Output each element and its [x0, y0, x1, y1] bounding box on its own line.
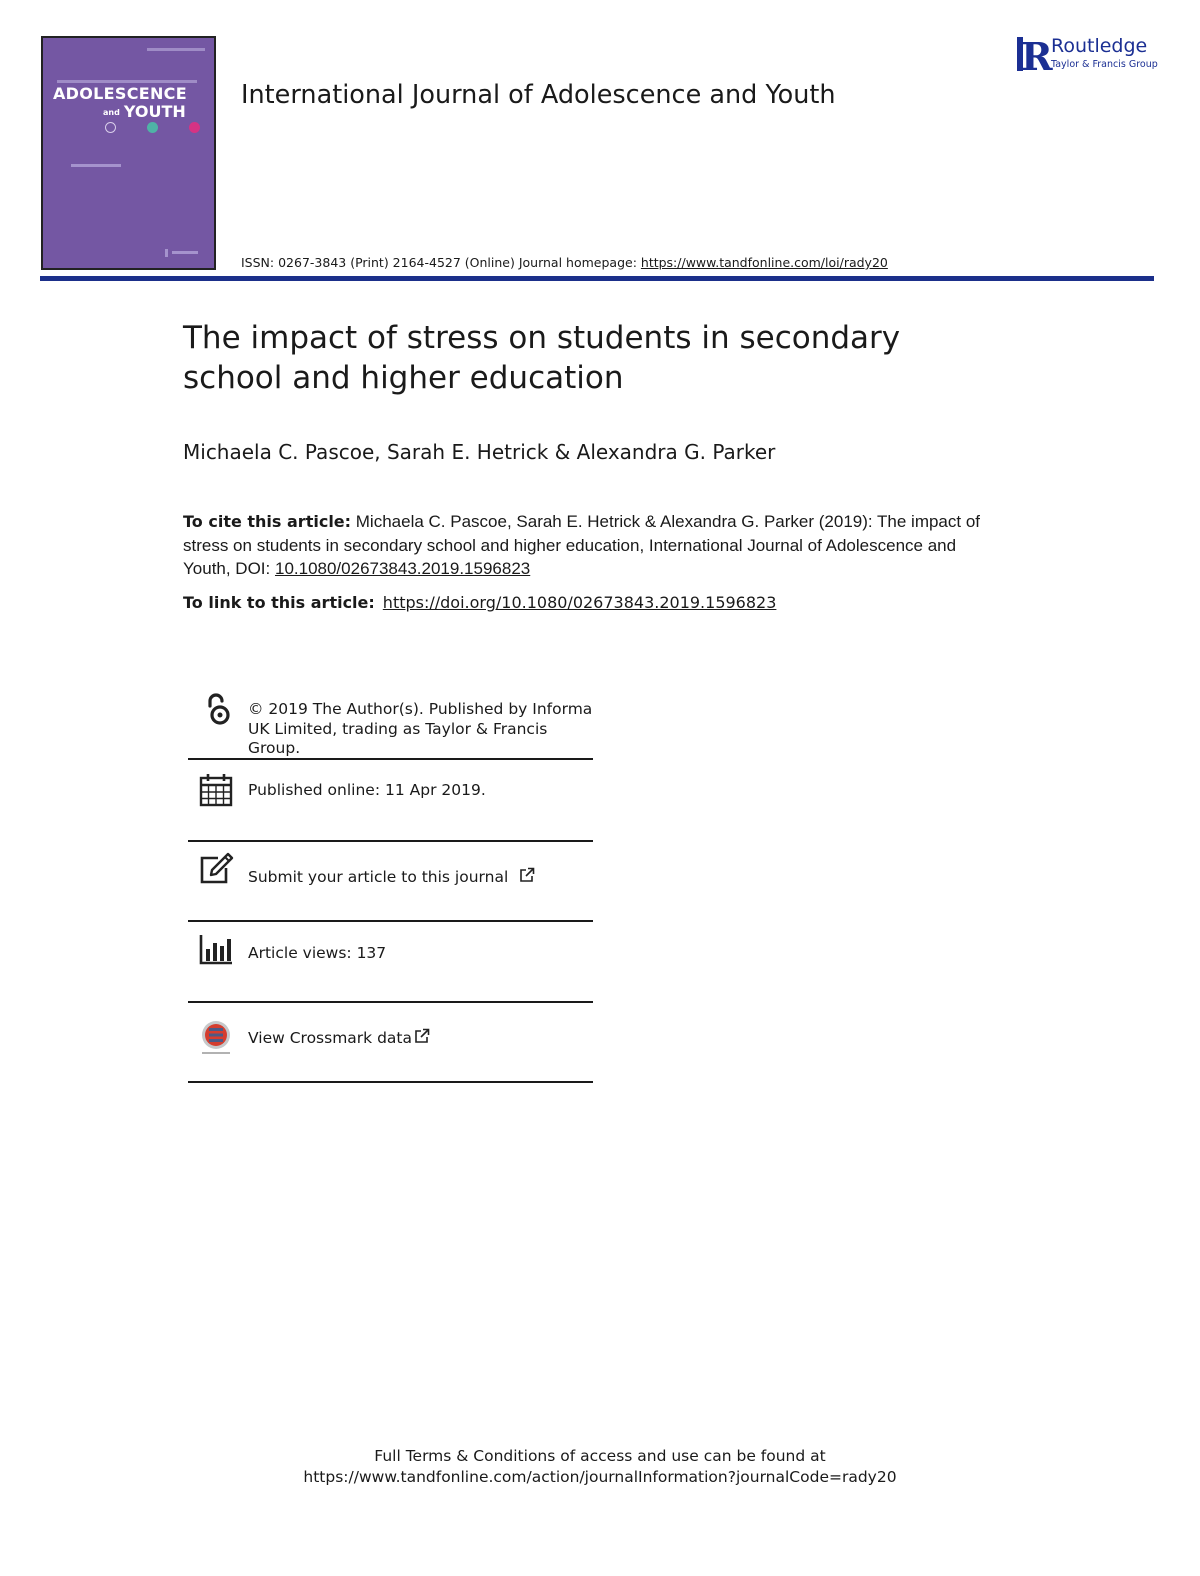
- cover-title-line1: ADOLESCENCE: [53, 84, 187, 103]
- citation-block: [183, 510, 1003, 581]
- open-access-icon: [198, 691, 234, 727]
- issn-line: ISSN: 0267-3843 (Print) 2164-4527 (Online) Journal homepage: https://www.tandfonline.com/loi/rady20: [241, 255, 888, 270]
- article-title: The impact of stress on students in secondary school and higher education: [183, 320, 901, 396]
- open-access-row: [188, 688, 593, 760]
- article-metadata-list: [188, 688, 593, 1083]
- calendar-icon: [198, 772, 234, 808]
- crossmark-row[interactable]: [188, 1003, 593, 1083]
- edit-icon: [198, 852, 234, 888]
- publisher-logo[interactable]: [1016, 34, 1166, 79]
- publisher-name: Routledge: [1051, 35, 1148, 57]
- journal-homepage-link[interactable]: https://www.tandfonline.com/loi/rady20: [640, 255, 888, 270]
- journal-title: International Journal of Adolescence and Youth: [241, 80, 836, 110]
- publisher-group: Taylor & Francis Group: [1051, 59, 1158, 70]
- routledge-r-icon: [1016, 34, 1053, 79]
- header-divider: [40, 276, 1154, 281]
- link-label: To link to this article:: [183, 593, 375, 612]
- article-views-text: Article views: 137: [248, 944, 387, 962]
- cite-label: To cite this article:: [183, 512, 352, 531]
- external-link-icon: [519, 867, 535, 883]
- article-authors: Michaela C. Pascoe, Sarah E. Hetrick & Alexandra G. Parker: [183, 440, 776, 464]
- terms-line: Full Terms & Conditions of access and use can be found at: [374, 1447, 826, 1465]
- external-link-icon: [414, 1028, 430, 1044]
- cover-title-line2: and YOUTH: [103, 102, 186, 121]
- article-link-line: [183, 593, 776, 613]
- terms-footer: [0, 1446, 1200, 1488]
- article-views-row: [188, 922, 593, 1003]
- open-access-text: © 2019 The Author(s). Published by Informa UK Limited, trading as Taylor & Francis Group.: [248, 700, 593, 757]
- published-date-text: Published online: 11 Apr 2019.: [248, 781, 486, 799]
- journal-cover-image: [41, 36, 216, 270]
- article-doi-url-link[interactable]: https://doi.org/10.1080/02673843.2019.1596823: [382, 593, 777, 612]
- submit-article-link[interactable]: Submit your article to this journal: [248, 867, 535, 888]
- crossmark-icon: [198, 1019, 234, 1055]
- submit-article-row[interactable]: [188, 842, 593, 922]
- published-date-row: [188, 760, 593, 842]
- crossmark-link[interactable]: View Crossmark data: [248, 1028, 430, 1049]
- cite-text: Michaela C. Pascoe, Sarah E. Hetrick & Alexandra G. Parker (2019): The impact of stress on students in secondary school and higher education, International Journal of Adolescence and Youth, DOI:: [183, 512, 981, 578]
- terms-url[interactable]: https://www.tandfonline.com/action/journalInformation?journalCode=rady20: [303, 1468, 897, 1486]
- doi-link[interactable]: 10.1080/02673843.2019.1596823: [274, 559, 531, 578]
- bar-chart-icon: [198, 931, 234, 967]
- svg-text:R: R: [1021, 34, 1053, 79]
